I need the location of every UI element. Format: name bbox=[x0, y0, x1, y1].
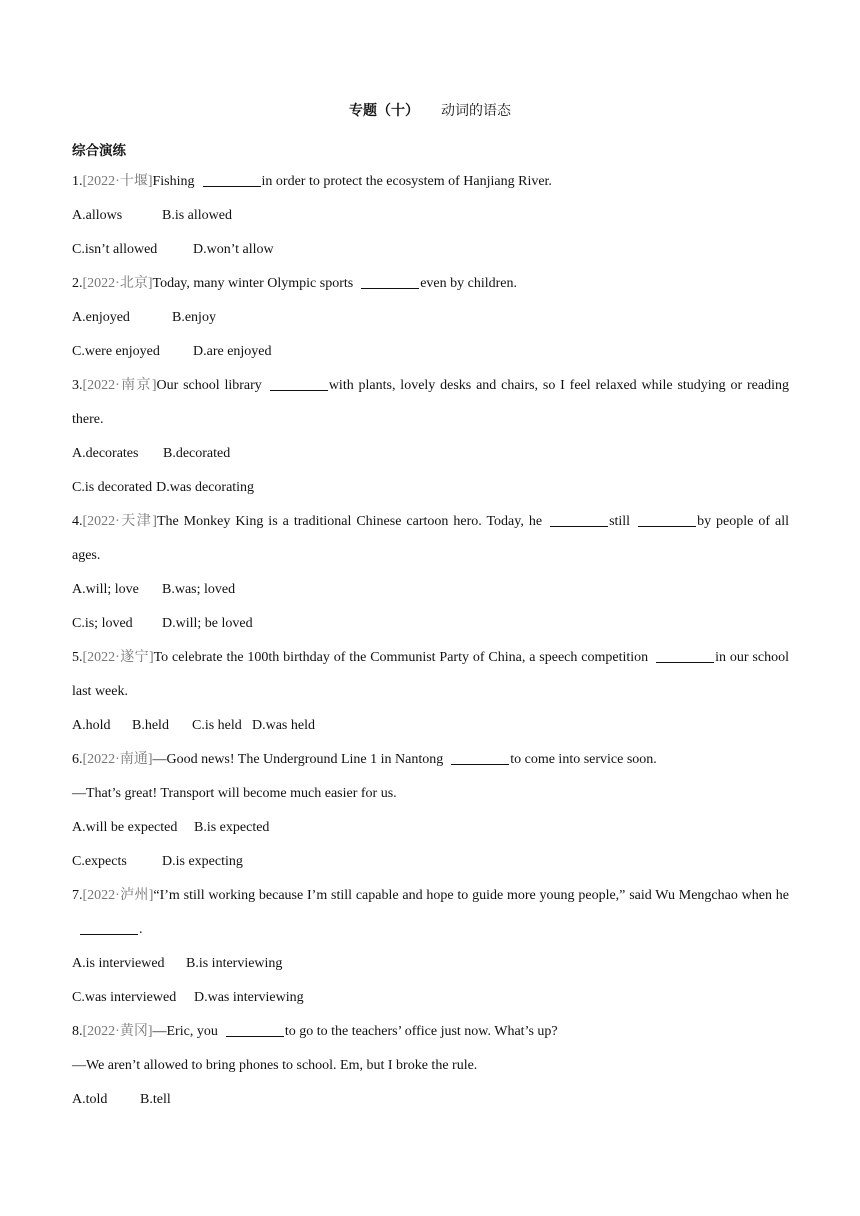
option-c: C.is decorated bbox=[72, 480, 153, 495]
answer-blank bbox=[638, 512, 696, 527]
question-source: [2022·北京] bbox=[82, 276, 153, 291]
option-b: B.is expected bbox=[194, 820, 270, 835]
options-row bbox=[72, 199, 789, 233]
answer-blank bbox=[550, 512, 608, 527]
answer-blank bbox=[451, 750, 509, 765]
options-row bbox=[72, 811, 789, 845]
option-d: D.was interviewing bbox=[194, 990, 304, 1005]
option-b: B.is interviewing bbox=[186, 956, 283, 971]
topic-number: 专题（十） bbox=[349, 103, 419, 119]
option-a: A.is interviewed bbox=[72, 956, 165, 971]
options-row bbox=[72, 845, 789, 879]
question-source: [2022·黄冈] bbox=[82, 1024, 153, 1039]
answer-blank bbox=[270, 376, 328, 391]
option-d: D.is expecting bbox=[162, 854, 243, 869]
options-row bbox=[72, 607, 789, 641]
option-d: D.won’t allow bbox=[193, 242, 274, 257]
question-source: [2022·天津] bbox=[82, 514, 157, 529]
options-row bbox=[72, 233, 789, 267]
options-row bbox=[72, 709, 789, 743]
option-b: B.held bbox=[132, 718, 169, 733]
options-row bbox=[72, 1083, 789, 1117]
option-b: B.is allowed bbox=[162, 208, 232, 223]
question-list bbox=[72, 165, 789, 1117]
option-b: B.tell bbox=[140, 1092, 171, 1107]
section-heading: 综合演练 bbox=[72, 143, 126, 159]
answer-blank bbox=[226, 1022, 284, 1037]
question-5: 5.[2022·遂宁]To celebrate the 100th birthday of the Communist Party of China, a speech competition in our school last week. bbox=[72, 650, 789, 699]
options-row bbox=[72, 947, 789, 981]
option-b: B.enjoy bbox=[172, 310, 216, 325]
option-d: D.are enjoyed bbox=[193, 344, 272, 359]
options-row bbox=[72, 437, 789, 471]
option-a: A.will be expected bbox=[72, 820, 178, 835]
question-source: [2022·南通] bbox=[82, 752, 153, 767]
option-c: C.were enjoyed bbox=[72, 344, 160, 359]
question-1: 1.[2022·十堰]Fishing in order to protect the ecosystem of Hanjiang River. bbox=[72, 174, 552, 189]
question-2: 2.[2022·北京]Today, many winter Olympic sports even by children. bbox=[72, 276, 517, 291]
option-c: C.is; loved bbox=[72, 616, 133, 631]
answer-blank bbox=[656, 648, 714, 663]
topic-name: 动词的语态 bbox=[441, 103, 511, 119]
option-d: D.was held bbox=[252, 718, 315, 733]
option-a: A.enjoyed bbox=[72, 310, 130, 325]
dialogue-line: —We aren’t allowed to bring phones to school. Em, but I broke the rule. bbox=[72, 1058, 478, 1073]
option-c: C.expects bbox=[72, 854, 127, 869]
options-row bbox=[72, 471, 789, 505]
question-source: [2022·遂宁] bbox=[82, 650, 154, 665]
answer-blank bbox=[80, 920, 138, 935]
question-8: 8.[2022·黄冈]—Eric, you to go to the teachers’ office just now. What’s up? bbox=[72, 1024, 558, 1039]
option-c: C.was interviewed bbox=[72, 990, 177, 1005]
option-a: A.will; love bbox=[72, 582, 139, 597]
question-source: [2022·十堰] bbox=[82, 174, 153, 189]
page-title bbox=[0, 100, 860, 120]
option-b: B.decorated bbox=[163, 446, 231, 461]
options-row bbox=[72, 301, 789, 335]
question-6: 6.[2022·南通]—Good news! The Underground Line 1 in Nantong to come into service soon. bbox=[72, 752, 657, 767]
question-source: [2022·泸州] bbox=[82, 888, 154, 903]
question-4: 4.[2022·天津]The Monkey King is a traditional Chinese cartoon hero. Today, he still by people of all ages. bbox=[72, 514, 789, 563]
question-7: 7.[2022·泸州]“I’m still working because I’m still capable and hope to guide more young people,” said Wu Mengchao when he. bbox=[72, 888, 789, 937]
dialogue-line: —That’s great! Transport will become much easier for us. bbox=[72, 786, 397, 801]
answer-blank bbox=[203, 172, 261, 187]
options-row bbox=[72, 981, 789, 1015]
option-b: B.was; loved bbox=[162, 582, 236, 597]
option-a: A.allows bbox=[72, 208, 123, 223]
options-row bbox=[72, 335, 789, 369]
option-c: C.isn’t allowed bbox=[72, 242, 158, 257]
option-d: D.will; be loved bbox=[162, 616, 253, 631]
option-a: A.hold bbox=[72, 718, 111, 733]
option-a: A.decorates bbox=[72, 446, 139, 461]
option-a: A.told bbox=[72, 1092, 108, 1107]
answer-blank bbox=[361, 274, 419, 289]
options-row bbox=[72, 573, 789, 607]
option-c: C.is held bbox=[192, 718, 242, 733]
question-3: 3.[2022·南京]Our school library with plants, lovely desks and chairs, so I feel relaxed while studying or reading there. bbox=[72, 378, 789, 427]
question-source: [2022·南京] bbox=[82, 378, 157, 393]
option-d: D.was decorating bbox=[156, 480, 255, 495]
